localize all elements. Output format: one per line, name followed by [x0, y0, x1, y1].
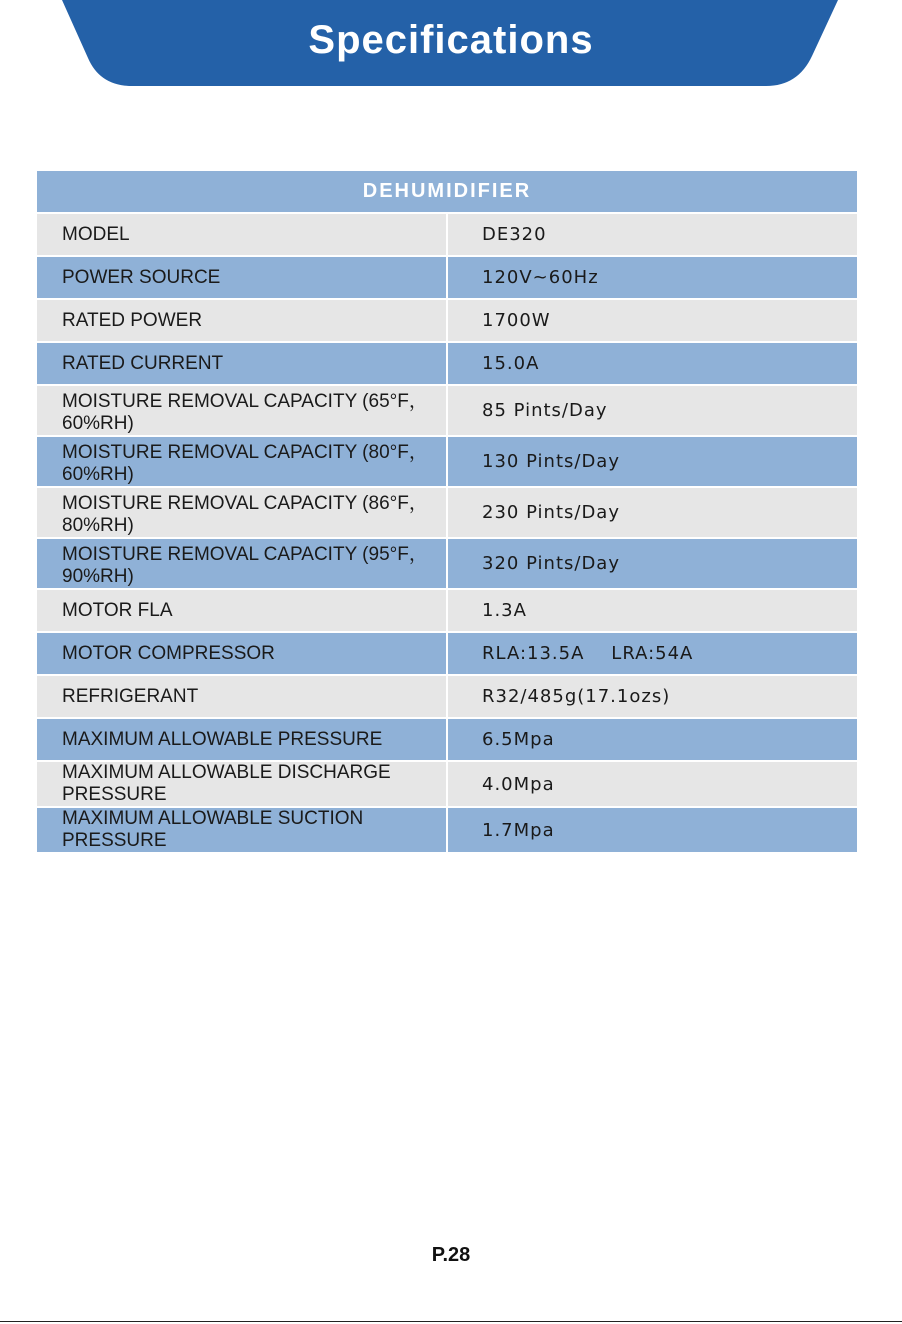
spec-value: 320 Pints/Day: [447, 538, 857, 589]
spec-label: RATED POWER: [37, 299, 447, 342]
spec-label: MOISTURE REMOVAL CAPACITY (80°F， 60%RH): [37, 436, 447, 487]
spec-value: 6.5Mpa: [447, 718, 857, 761]
table-row: [37, 256, 857, 299]
spec-table: [37, 171, 857, 852]
spec-label: MAXIMUM ALLOWABLE PRESSURE: [37, 718, 447, 761]
spec-label: MOISTURE REMOVAL CAPACITY (65°F， 60%RH): [37, 385, 447, 436]
table-row: [37, 718, 857, 761]
table-row: [37, 761, 857, 807]
spec-label: POWER SOURCE: [37, 256, 447, 299]
spec-value: 15.0A: [447, 342, 857, 385]
table-heading: DEHUMIDIFIER: [37, 171, 857, 213]
spec-value: 120V~60Hz: [447, 256, 857, 299]
spec-label: MAXIMUM ALLOWABLE SUCTION PRESSURE: [37, 807, 447, 852]
spec-value: 1.3A: [447, 589, 857, 632]
bottom-rule: [0, 1321, 902, 1322]
table-row: [37, 299, 857, 342]
table-row: [37, 538, 857, 589]
spec-label: MODEL: [37, 213, 447, 256]
table-heading-row: [37, 171, 857, 213]
table-row: [37, 436, 857, 487]
page-title: Specifications: [308, 18, 594, 62]
table-row: [37, 213, 857, 256]
table-row: [37, 342, 857, 385]
table-row: [37, 487, 857, 538]
spec-label: MAXIMUM ALLOWABLE DISCHARGE PRESSURE: [37, 761, 447, 807]
spec-value: R32/485g(17.1ozs): [447, 675, 857, 718]
spec-value: DE320: [447, 213, 857, 256]
spec-value: RLA:13.5A LRA:54A: [447, 632, 857, 675]
spec-label: MOTOR COMPRESSOR: [37, 632, 447, 675]
spec-value: 230 Pints/Day: [447, 487, 857, 538]
spec-label: REFRIGERANT: [37, 675, 447, 718]
page-number: P.28: [431, 1244, 471, 1266]
table-row: [37, 385, 857, 436]
spec-label: MOISTURE REMOVAL CAPACITY (86°F， 80%RH): [37, 487, 447, 538]
table-row: [37, 807, 857, 852]
spec-value: 4.0Mpa: [447, 761, 857, 807]
spec-label: MOTOR FLA: [37, 589, 447, 632]
spec-label: MOISTURE REMOVAL CAPACITY (95°F， 90%RH): [37, 538, 447, 589]
table-row: [37, 632, 857, 675]
table-row: [37, 589, 857, 632]
spec-value: 1.7Mpa: [447, 807, 857, 852]
spec-value: 130 Pints/Day: [447, 436, 857, 487]
spec-label: RATED CURRENT: [37, 342, 447, 385]
spec-value: 1700W: [447, 299, 857, 342]
spec-value: 85 Pints/Day: [447, 385, 857, 436]
table-row: [37, 675, 857, 718]
header-tab: [0, 0, 902, 90]
